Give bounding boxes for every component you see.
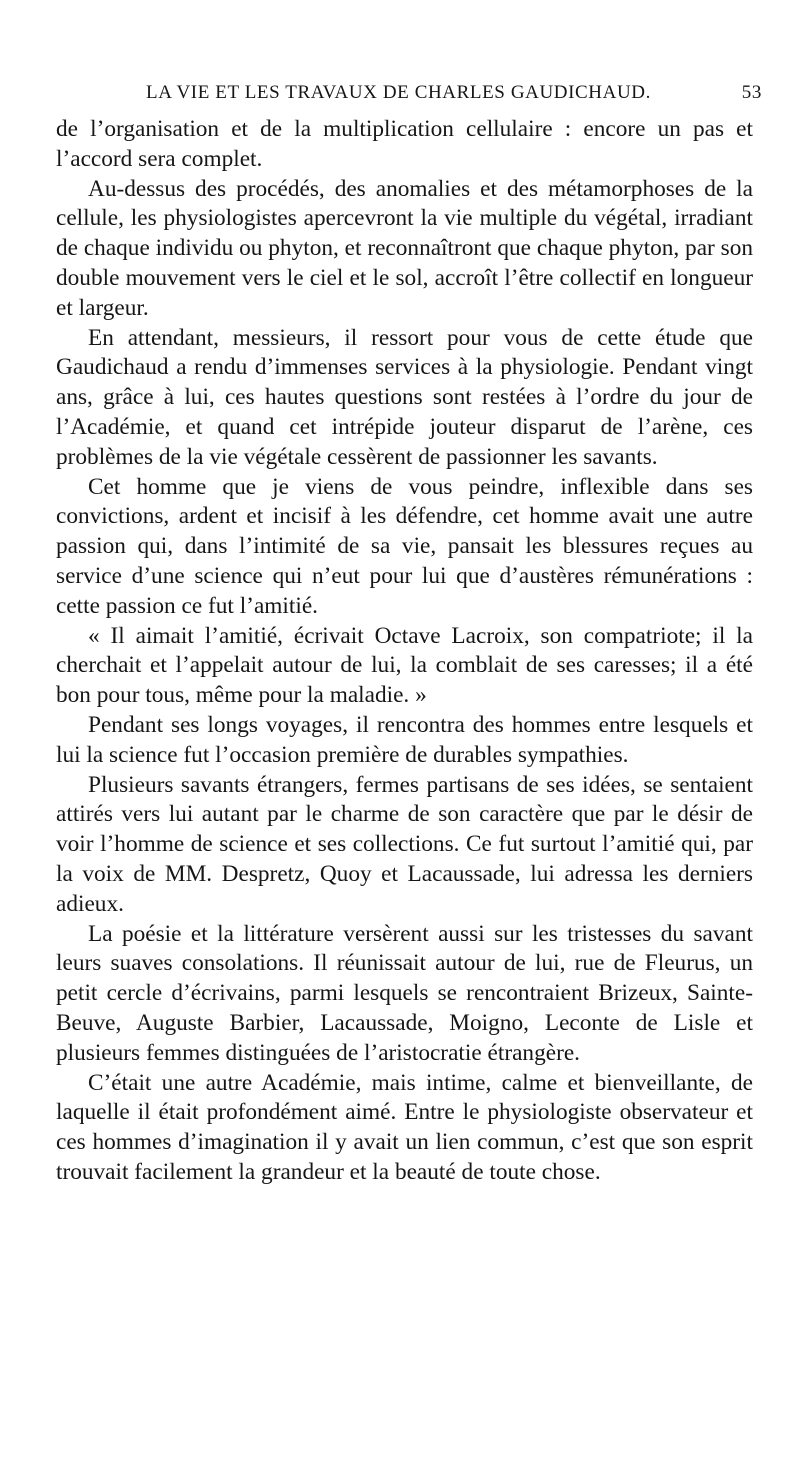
running-title: LA VIE ET LES TRAVAUX DE CHARLES GAUDICHAUD. bbox=[146, 82, 651, 103]
paragraph: C’était une autre Académie, mais intime, calme et bienveillante, de laquelle il était profondément aimé. Entre le physiologiste observateur et ces hommes d’imagination il y avait un lien commun, c’est que son esprit trouvait facilement la grandeur et la beauté de toute chose. bbox=[56, 1069, 753, 1185]
paragraph: Au-dessus des procédés, des anomalies et des métamorphoses de la cellule, les physiologistes apercevront la vie multiple du végétal, irradiant de chaque individu ou phyton, et reconnaîtront que chaque phyton, par son double mouvement vers le ciel et le sol, accroît l’être collectif en longueur et largeur. bbox=[56, 175, 753, 321]
body-text bbox=[56, 115, 753, 1188]
paragraph: La poésie et la littérature versèrent aussi sur les tristesses du savant leurs suaves consolations. Il réunissait autour de lui, rue de Fleurus, un petit cercle d’écrivains, parmi lesquels se rencontraient Brizeux, Sainte-Beuve, Auguste Barbier, Lacaussade, Moigno, Leconte de Lisle et plusieurs femmes distinguées de l’aristocratie étrangère. bbox=[56, 920, 753, 1066]
paragraph-continued: de l’organisation et de la multiplication cellulaire : encore un pas et l’accord sera complet. bbox=[56, 116, 753, 172]
quotation-paragraph: « Il aimait l’amitié, écrivait Octave Lacroix, son compatriote; il la cherchait et l’appelait autour de lui, la comblait de ses caresses; il a été bon pour tous, même pour la maladie. » bbox=[56, 622, 753, 709]
paragraph: Pendant ses longs voyages, il rencontra des hommes entre lesquels et lui la science fut l’occasion première de durables sympathies. bbox=[56, 711, 753, 768]
paragraph: Cet homme que je viens de vous peindre, inflexible dans ses convictions, ardent et incisif à les défendre, cet homme avait une autre passion qui, dans l’intimité de sa vie, pansait les blessures reçues au service d’une science qui n’eut pour lui que d’austères rémunérations : cette passion ce fut l’amitié. bbox=[56, 473, 753, 619]
paragraph: En attendant, messieurs, il ressort pour vous de cette étude que Gaudichaud a rendu d’immenses services à la physiologie. Pendant vingt ans, grâce à lui, ces hautes questions sont restées à l’ordre du jour de l’Académie, et quand cet intrépide jouteur disparut de l’arène, ces problèmes de la vie végétale cessèrent de passionner les savants. bbox=[56, 324, 753, 470]
paragraph: Plusieurs savants étrangers, fermes partisans de ses idées, se sentaient attirés vers lui autant par le charme de son caractère que par le désir de voir l’homme de science et ses collections. Ce fut surtout l’amitié qui, par la voix de MM. Despretz, Quoy et Lacaussade, lui adressa les derniers adieux. bbox=[56, 771, 753, 917]
page-number: 53 bbox=[741, 82, 762, 103]
running-header bbox=[146, 78, 762, 108]
